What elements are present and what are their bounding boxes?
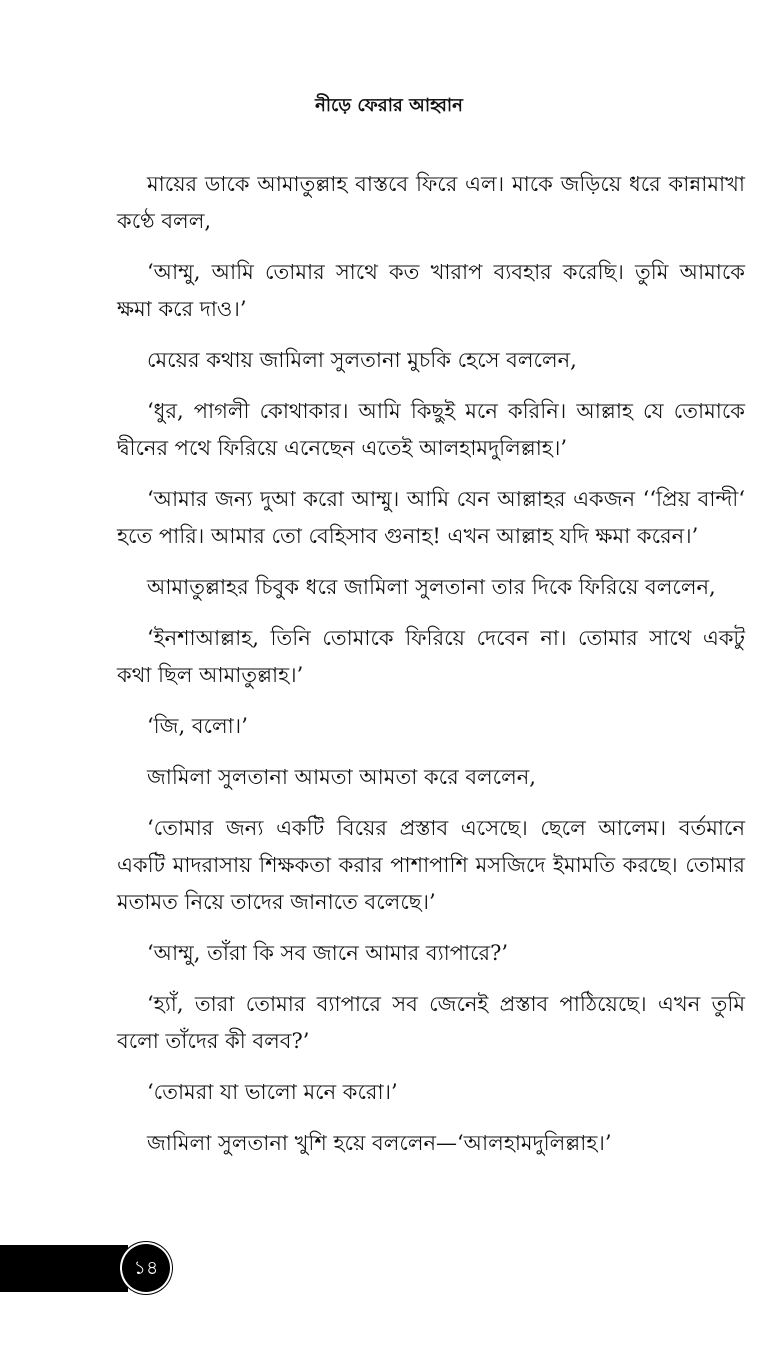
paragraph: ‘ধুর, পাগলী কোথাকার। আমি কিছুই মনে করিনি। আল্লাহ যে তোমাকে দ্বীনের পথে ফিরিয়ে এনেছেন এতেই আলহামদুলিল্লাহ।’ xyxy=(117,399,745,460)
paragraph: জামিলা সুলতানা আমতা আমতা করে বললেন, xyxy=(147,765,536,789)
running-header: নীড়ে ফেরার আহ্বান xyxy=(315,95,463,116)
page-number: ১৪ xyxy=(133,1257,159,1279)
body-text xyxy=(117,166,745,1176)
paragraph: ‘তোমরা যা ভালো মনে করো।’ xyxy=(147,1080,398,1104)
paragraph: মেয়ের কথায় জামিলা সুলতানা মুচকি হেসে বললেন, xyxy=(147,348,577,372)
footer-bar xyxy=(0,1245,128,1292)
paragraph: ‘আম্মু, আমি তোমার সাথে কত খারাপ ব্যবহার করেছি। তুমি আমাকে ক্ষমা করে দাও।’ xyxy=(117,260,745,321)
page-number-badge xyxy=(122,1244,170,1292)
paragraph: ‘ইনশাআল্লাহ, তিনি তোমাকে ফিরিয়ে দেবেন না। তোমার সাথে একটু কথা ছিল আমাতুল্লাহ।’ xyxy=(117,626,745,687)
paragraph: ‘আম্মু, তাঁরা কি সব জানে আমার ব্যাপারে?’ xyxy=(147,941,509,965)
paragraph: আমাতুল্লাহর চিবুক ধরে জামিলা সুলতানা তার দিকে ফিরিয়ে বললেন, xyxy=(147,575,716,599)
paragraph: ‘তোমার জন্য একটি বিয়ের প্রস্তাব এসেছে। ছেলে আলেম। বর্তমানে একটি মাদরাসায় শিক্ষকতা করার পাশাপাশি মসজিদে ইমামতি করছে। তোমার মতামত নিয়ে তাদের জানাতে বলেছে।’ xyxy=(117,816,745,914)
paragraph: ‘জি, বলো।’ xyxy=(147,714,248,738)
paragraph: জামিলা সুলতানা খুশি হয়ে বললেন—‘আলহামদুলিল্লাহ।’ xyxy=(147,1131,612,1155)
paragraph: মায়ের ডাকে আমাতুল্লাহ বাস্তবে ফিরে এল। মাকে জড়িয়ে ধরে কান্নামাখা কণ্ঠে বলল, xyxy=(117,172,745,233)
paragraph: ‘আমার জন্য দুআ করো আম্মু। আমি যেন আল্লাহর একজন ‘‘প্রিয় বান্দী‘ হতে পারি। আমার তো বেহিসাব গুনাহ! এখন আল্লাহ যদি ক্ষমা করেন।’ xyxy=(117,487,745,548)
paragraph: ‘হ্যাঁ, তারা তোমার ব্যাপারে সব জেনেই প্রস্তাব পাঠিয়েছে। এখন তুমি বলো তাঁদের কী বলব?’ xyxy=(117,992,745,1053)
